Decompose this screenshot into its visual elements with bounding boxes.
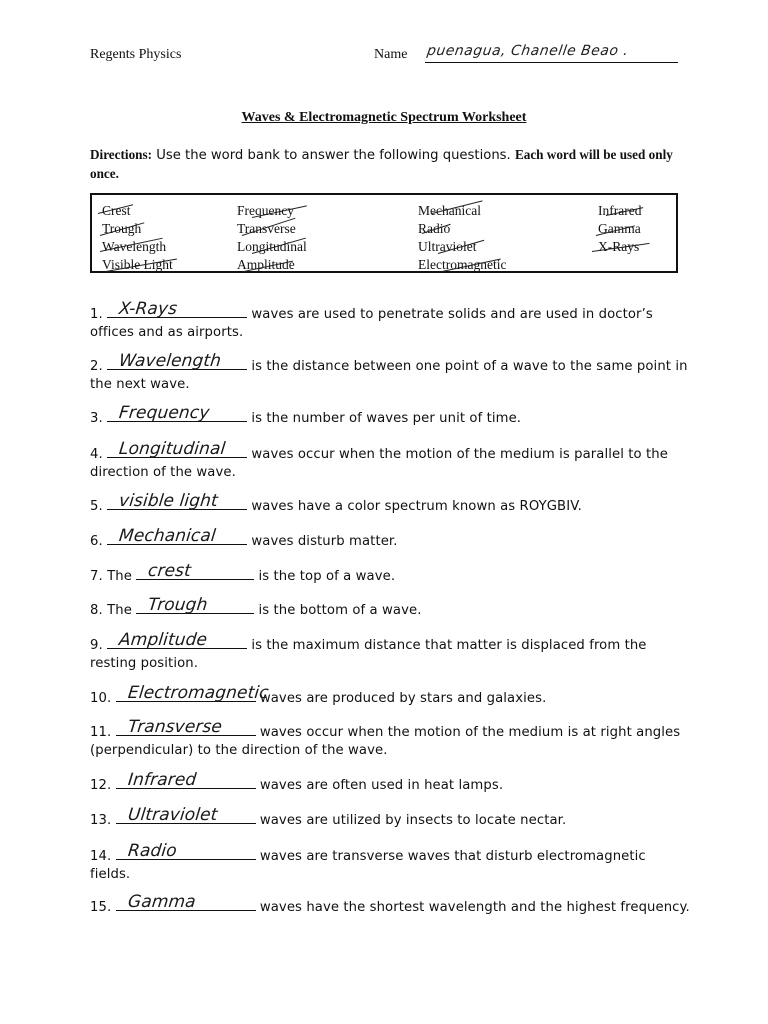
answer-text: crest — [147, 560, 193, 581]
answer-blank[interactable] — [107, 402, 247, 423]
question-8 — [90, 594, 690, 620]
question-7 — [90, 560, 690, 586]
answer-text: Wavelength — [118, 350, 223, 371]
question-number: 6. — [90, 534, 103, 549]
question-12 — [90, 769, 690, 795]
student-name: puenagua, Chanelle Beao . — [425, 43, 630, 59]
question-2 — [90, 350, 690, 393]
question-number: 9. — [90, 638, 103, 653]
answer-blank[interactable] — [107, 490, 247, 511]
question-10 — [90, 682, 690, 708]
question-text: is the top of a wave. — [254, 569, 396, 584]
word-longitudinal: Longitudinal — [237, 239, 307, 254]
question-number: 10. — [90, 691, 112, 706]
word-amplitude: Amplitude — [237, 257, 295, 272]
directions — [90, 146, 690, 184]
question-text: is the distance between one point of a wave to the same point in the next wave. — [90, 359, 688, 392]
question-text: waves are transverse waves that disturb electromagnetic fields. — [90, 849, 646, 882]
question-text: waves are used to penetrate solids and are used in doctor’s offices and as airports. — [90, 307, 653, 340]
word-crest: Crest — [102, 203, 131, 218]
question-11 — [90, 716, 690, 759]
answer-blank[interactable] — [116, 804, 256, 825]
question-number: 15. — [90, 900, 112, 915]
question-number: 8. The — [90, 603, 132, 618]
question-number: 5. — [90, 499, 103, 514]
answer-text: visible light — [118, 490, 219, 511]
question-number: 7. The — [90, 569, 132, 584]
directions-bold-text: Each word will be used only once. — [90, 147, 673, 181]
question-number: 11. — [90, 725, 112, 740]
question-number: 2. — [90, 359, 103, 374]
answer-blank[interactable] — [116, 682, 270, 703]
answer-blank[interactable] — [116, 769, 256, 790]
answer-blank[interactable] — [116, 716, 256, 737]
question-14 — [90, 840, 690, 883]
answer-text: Longitudinal — [118, 438, 227, 459]
answer-blank[interactable] — [107, 438, 247, 459]
answer-blank[interactable] — [136, 560, 254, 581]
question-9 — [90, 629, 690, 672]
question-number: 3. — [90, 411, 103, 426]
question-15 — [90, 891, 690, 917]
directions-label: Directions: — [90, 147, 153, 162]
word-x-rays: X-Rays — [598, 239, 640, 254]
question-5 — [90, 490, 690, 516]
answer-text: Electromagnetic — [126, 682, 270, 703]
answer-text: Trough — [147, 594, 209, 615]
word-trough: Trough — [102, 221, 142, 236]
word-transverse: Transverse — [237, 221, 296, 236]
question-1 — [90, 298, 690, 341]
answer-text: Ultraviolet — [126, 804, 219, 825]
directions-text: Use the word bank to answer the following questions. — [152, 148, 515, 163]
question-text: waves have a color spectrum known as ROYGBIV. — [247, 499, 582, 514]
question-3 — [90, 402, 690, 428]
question-text: is the maximum distance that matter is displaced from the resting position. — [90, 638, 647, 671]
course-name: Regents Physics — [90, 47, 182, 62]
answer-blank[interactable] — [107, 350, 247, 371]
question-number: 4. — [90, 447, 103, 462]
question-text: waves have the shortest wavelength and the highest frequency. — [255, 900, 690, 915]
question-text: is the number of waves per unit of time. — [247, 411, 522, 426]
question-4 — [90, 438, 690, 481]
question-number: 12. — [90, 778, 112, 793]
question-text: waves occur when the motion of the medium is at right angles (perpendicular) to the direction of the wave. — [90, 725, 681, 758]
answer-text: X-Rays — [118, 298, 179, 319]
question-text: waves are produced by stars and galaxies. — [255, 691, 547, 706]
answer-blank[interactable] — [116, 840, 256, 861]
name-line — [425, 62, 678, 63]
question-number: 13. — [90, 813, 112, 828]
answer-text: Gamma — [126, 891, 197, 912]
word-ultraviolet: Ultraviolet — [418, 239, 477, 254]
question-13 — [90, 804, 690, 830]
question-text: waves occur when the motion of the medium is parallel to the direction of the wave. — [90, 447, 668, 480]
answer-text: Mechanical — [118, 525, 217, 546]
word-frequency: Frequency — [237, 203, 294, 218]
answer-blank[interactable] — [107, 298, 247, 319]
answer-blank[interactable] — [107, 525, 247, 546]
word-electromagnetic: Electromagnetic — [418, 257, 507, 272]
worksheet-title: Waves & Electromagnetic Spectrum Worksheet — [241, 110, 527, 125]
question-text: waves are often used in heat lamps. — [255, 778, 504, 793]
answer-text: Transverse — [126, 716, 223, 737]
word-visible-light: Visible Light — [102, 257, 173, 272]
answer-text: Amplitude — [118, 629, 209, 650]
question-text: is the bottom of a wave. — [254, 603, 422, 618]
answer-blank[interactable] — [107, 629, 247, 650]
answer-blank[interactable] — [136, 594, 254, 615]
word-wavelength: Wavelength — [102, 239, 167, 254]
answer-text: Radio — [126, 840, 178, 861]
word-mechanical: Mechanical — [418, 203, 481, 218]
word-infrared: Infrared — [598, 203, 642, 218]
name-label: Name — [374, 47, 408, 62]
question-number: 1. — [90, 307, 103, 322]
question-text: waves disturb matter. — [247, 534, 398, 549]
word-radio: Radio — [418, 221, 451, 236]
answer-blank[interactable] — [116, 891, 256, 912]
word-gamma: Gamma — [598, 221, 641, 236]
answer-text: Infrared — [126, 769, 197, 790]
question-text: waves are utilized by insects to locate nectar. — [255, 813, 567, 828]
answer-text: Frequency — [118, 402, 211, 423]
word-bank — [90, 193, 678, 273]
question-6 — [90, 525, 690, 551]
question-number: 14. — [90, 849, 112, 864]
